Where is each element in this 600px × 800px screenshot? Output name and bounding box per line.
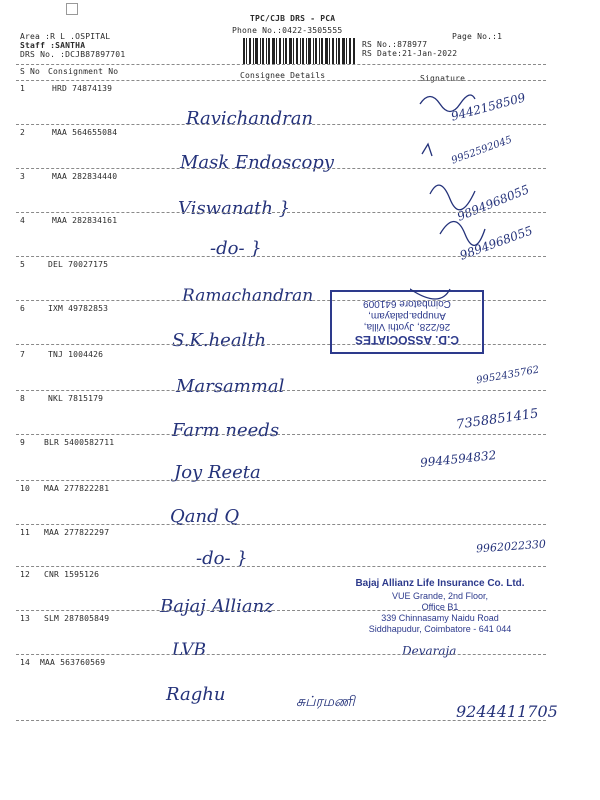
column-signature: Signature [420, 74, 466, 83]
row-consignment: NKL 7815179 [48, 394, 104, 403]
column-consignee: Consignee Details [240, 71, 326, 80]
row-sno: 13 [20, 614, 31, 623]
row-consignment: BLR 5400582711 [44, 438, 115, 447]
row-sno: 2 [20, 128, 26, 137]
row-signature-phone: 9962022330 [475, 537, 547, 556]
row-sno: 11 [20, 528, 31, 537]
row-consignee: Qand Q [170, 506, 240, 527]
corner-mark-icon [66, 3, 78, 15]
row-divider [16, 720, 546, 721]
row-sno: 14 [20, 658, 31, 667]
row-signature-phone: 9894968055 [455, 182, 532, 224]
row-signature-name: சுப்ரமணி [296, 694, 355, 710]
row-sno: 4 [20, 216, 26, 225]
row-sno: 12 [20, 570, 31, 579]
row-sno: 6 [20, 304, 26, 313]
row-consignee: -do- } [196, 548, 248, 569]
stamp-name: C.D. ASSOCIATES [355, 333, 460, 348]
stamp-address-line: Office B1 [421, 601, 459, 612]
row-consignment: DEL 70027175 [48, 260, 109, 269]
row-divider [16, 390, 546, 391]
row-consignee: Marsammal [176, 376, 285, 397]
stamp-name: Bajaj Allianz Life Insurance Co. Ltd. [355, 578, 525, 589]
row-divider [16, 654, 546, 655]
row-consignee: Mask Endoscopy [180, 152, 334, 173]
row-consignment: MAA 282834440 [52, 172, 118, 181]
row-consignee: Ramachandran [182, 286, 314, 306]
row-sno: 8 [20, 394, 26, 403]
barcode [243, 38, 355, 64]
header-divider-top [16, 64, 546, 65]
row-signature-name: Devaraja [402, 644, 457, 658]
row-consignee: S.K.health [172, 330, 267, 351]
row-signature-phone: 9442158509 [449, 90, 527, 124]
row-consignment: MAA 277822281 [44, 484, 110, 493]
row-consignee: Joy Reeta [174, 462, 261, 483]
drs-number: DRS No. :DCJB87897701 [20, 50, 126, 59]
row-consignee: Raghu [166, 684, 226, 705]
row-consignment: TNJ 1004426 [48, 350, 104, 359]
row-consignee: Ravichandran [186, 108, 314, 129]
row-consignment: MAA 563760569 [40, 658, 106, 667]
row-consignee: Viswanath } [178, 198, 291, 219]
row-divider [16, 566, 546, 567]
row-signature-phone: 9952435762 [475, 364, 541, 387]
stamp-address-line: Anuppa.palayam, [368, 309, 446, 321]
row-divider [16, 434, 546, 435]
row-signature-phone: 7358851415 [455, 406, 540, 433]
row-consignment: HRD 74874139 [52, 84, 113, 93]
stamp-address-line: Coimbatore 641009 [363, 298, 451, 310]
row-signature-phone: 9894968055 [457, 223, 535, 263]
area-field: Area :R L .OSPITAL [20, 32, 111, 41]
row-sno: 7 [20, 350, 26, 359]
row-sno: 9 [20, 438, 26, 447]
phone-number: Phone No.:0422-3505555 [232, 26, 343, 35]
row-sno: 1 [20, 84, 26, 93]
stamp-address-line: Siddhapudur, Coimbatore - 641 044 [368, 624, 512, 635]
row-consignee: Farm needs [172, 420, 280, 441]
row-sno: 3 [20, 172, 26, 181]
page-number: Page No.:1 [452, 32, 503, 41]
row-consignee: Bajaj Allianz [160, 596, 274, 617]
row-consignment: IXM 49782853 [48, 304, 109, 313]
row-consignment: CNR 1595126 [44, 570, 100, 579]
signature-scribbles [410, 84, 550, 314]
header-divider-bottom [16, 80, 546, 81]
row-sno: 10 [20, 484, 31, 493]
row-consignee: LVB [172, 640, 207, 660]
stamp-address-line: VUE Grande, 2nd Floor, [391, 590, 489, 601]
stamp-address-line: 26/228, Jyothi Villa, [363, 321, 451, 333]
row-consignment: MAA 282834161 [52, 216, 118, 225]
row-signature-phone: 9952592045 [450, 134, 514, 167]
row-consignment: MAA 277822297 [44, 528, 110, 537]
row-sno: 5 [20, 260, 26, 269]
document-title: TPC/CJB DRS - PCA [250, 14, 336, 23]
row-signature-phone: 9244411705 [456, 702, 558, 721]
stamp-address-line: 339 Chinnasamy Naidu Road [381, 613, 499, 623]
rs-number: RS No.:878977 [362, 40, 428, 49]
row-divider [16, 610, 546, 611]
staff-field: Staff :SANTHA [20, 41, 86, 50]
row-consignment: SLM 287805849 [44, 614, 110, 623]
row-divider [16, 524, 546, 525]
row-signature-phone: 9944594832 [419, 448, 497, 470]
row-consignment: MAA 564655084 [52, 128, 118, 137]
column-consignment: Consignment No [48, 67, 119, 76]
row-divider [16, 480, 546, 481]
column-sno: S No [20, 67, 41, 76]
row-consignee: -do- } [210, 238, 262, 259]
rs-date: RS Date:21-Jan-2022 [362, 49, 458, 58]
